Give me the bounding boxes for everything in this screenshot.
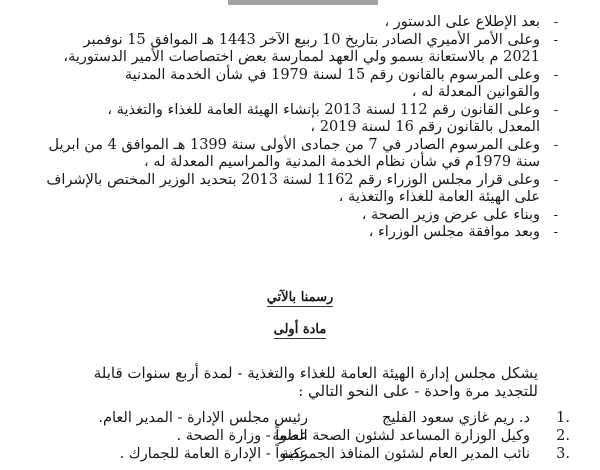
preamble-text: 2021 م بالاستعانة بسمو ولي العهد لممارسة بعض اختصاصات الأمير الدستورية، [63, 49, 540, 65]
member-number: 2. [556, 428, 570, 444]
preamble-text: سنة 1979م في شأن نظام الخدمة المدنية والمراسيم المعدلة له ، [144, 154, 540, 170]
list-item [40, 410, 570, 428]
preamble-text: المعدل بالقانون رقم 16 لسنة 2019 ، [310, 119, 540, 135]
preamble-text: على الهيئة العامة للغذاء والتغذية ، [338, 189, 540, 205]
preamble-text: بعد الإطلاع على الدستور ، [384, 14, 540, 30]
preamble-line [60, 66, 558, 85]
member-name: نائب المدير العام لشئون المنافذ الجمركية [281, 446, 530, 462]
decree-heading-text: رسمنا بالآتي [266, 290, 334, 305]
bullet: - [553, 207, 558, 223]
member-name: د. ريم غازي سعود الفليج [382, 410, 530, 426]
preamble-line [46, 171, 558, 190]
preamble-line [60, 31, 558, 50]
preamble-text: وعلى المرسوم الصادر في 7 من جمادى الأولى سنة 1399 هـ الموافق 4 من ابريل [48, 136, 540, 153]
article-line: يشكل مجلس إدارة الهيئة العامة للغذاء والتغذية - لمدة أربع سنوات قابلة [93, 364, 538, 382]
preamble-text: وبعد موافقة مجلس الوزراء ، [368, 224, 540, 240]
decree-heading [0, 290, 600, 305]
preamble-text: وعلى الأمر الأميري الصادر بتاريخ 10 ربيع الآخر 1443 هـ الموافق 15 نوفمبر [83, 31, 540, 48]
preamble [46, 14, 558, 242]
member-number: 3. [556, 446, 570, 462]
article-heading-text: مادة أولى [273, 322, 327, 337]
top-scan-mark [228, 0, 378, 5]
preamble-text: وبناء على عرض وزير الصحة ، [361, 206, 540, 223]
preamble-line [60, 49, 540, 67]
preamble-line [60, 14, 558, 32]
list-item [40, 446, 570, 464]
preamble-line [60, 224, 558, 242]
member-role: عضواً - وزارة الصحة . [176, 428, 308, 444]
member-role: عضواً - الإدارة العامة للجمارك . [119, 446, 308, 462]
preamble-line [48, 136, 558, 155]
bullet: - [553, 102, 558, 118]
preamble-line [60, 101, 558, 120]
preamble-text: والقوانين المعدلة له ، [411, 84, 540, 100]
list-item [40, 428, 570, 446]
bullet: - [553, 32, 558, 48]
preamble-text: وعلى القانون رقم 112 لسنة 2013 بإنشاء الهيئة العامة للغذاء والتغذية ، [107, 101, 540, 118]
member-role: رئيس مجلس الإدارة - المدير العام. [98, 410, 308, 426]
bullet: - [553, 225, 558, 240]
preamble-line [60, 206, 558, 225]
preamble-text: وعلى قرار مجلس الوزراء رقم 1162 لسنة 2013 بتحديد الوزير المختص بالإشراف [46, 171, 540, 188]
preamble-text: وعلى المرسوم بالقانون رقم 15 لسنة 1979 في شأن الخدمة المدنية [124, 66, 540, 83]
bullet: - [553, 67, 558, 83]
article-line: للتجديد مرة واحدة - على النحو التالي : [298, 382, 538, 400]
preamble-line [60, 119, 540, 137]
preamble-line [60, 84, 540, 102]
member-number: 1. [556, 410, 570, 426]
member-name: وكيل الوزارة المساعد لشئون الصحة العامة [272, 428, 530, 444]
bullet: - [553, 15, 558, 30]
member-list [40, 410, 570, 464]
article-body [60, 364, 538, 400]
bullet: - [553, 172, 558, 188]
article-heading [0, 322, 600, 337]
preamble-line [60, 154, 540, 172]
preamble-line [60, 189, 540, 207]
bullet: - [553, 137, 558, 153]
